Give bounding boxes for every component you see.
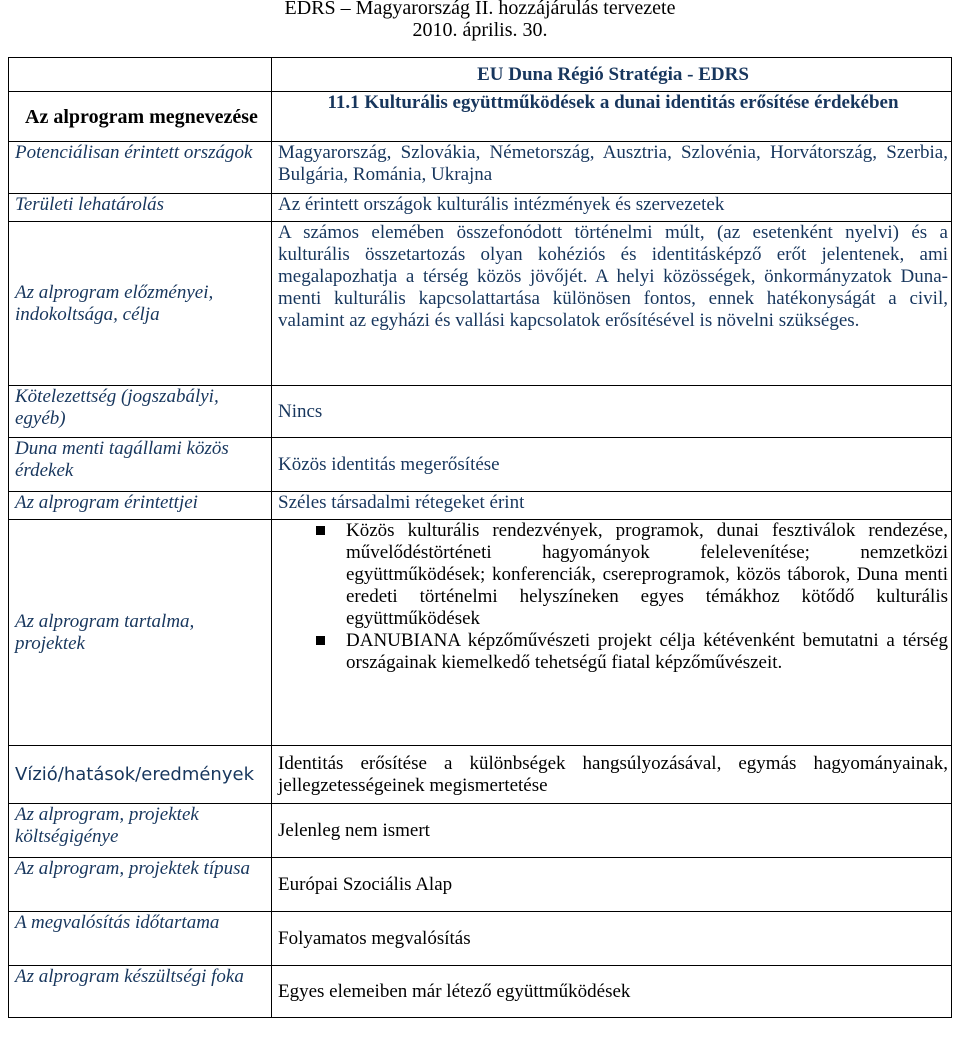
- background-label: Az alprogram előzményei, indokoltsága, célja: [9, 222, 272, 386]
- interests-value: Közös identitás megerősítése: [272, 438, 952, 492]
- cost-label: Az alprogram, projektek költségigénye: [9, 804, 272, 858]
- content-label: Az alprogram tartalma, projektek: [9, 520, 272, 746]
- obligation-value: Nincs: [272, 386, 952, 438]
- affected-value: Széles társadalmi rétegeket érint: [272, 492, 952, 520]
- interests-label: Duna menti tagállami közös érdekek: [9, 438, 272, 492]
- background-value: A számos elemében összefonódott történelmi múlt, (az esetenként nyelvi) és a kulturális összetartozás olyan kohéziós és identitásképző erőt jelentenek, ami megalapozhatja a térség közös jövőjét. A helyi közösségek, önkormányzatok Duna-menti kulturális kapcsolattartása különösen fontos, ennek hatékonyságát a civil, valamint az egyházi és vallási kapcsolatok erősítésével is növelni szükséges.: [272, 222, 952, 386]
- type-label: Az alprogram, projektek típusa: [9, 858, 272, 912]
- subprogram-table: [8, 57, 952, 1018]
- document-header-date: 2010. április. 30.: [412, 19, 548, 41]
- type-value: Európai Szociális Alap: [272, 858, 952, 912]
- content-list: [278, 520, 948, 674]
- empty-corner-cell: [9, 58, 272, 92]
- subprogram-name-value: 11.1 Kulturális együttműködések a dunai identitás erősítése érdekében: [272, 92, 952, 142]
- vision-label: Vízió/hatások/eredmények: [9, 746, 272, 804]
- readiness-value: Egyes elemeiben már létező együttműködések: [272, 966, 952, 1018]
- countries-value: Magyarország, Szlovákia, Németország, Ausztria, Szlovénia, Horvátország, Szerbia, Bulgária, Románia, Ukrajna: [272, 142, 952, 194]
- content-list-item: DANUBIANA képzőművészeti projekt célja kétévenként bemutatni a térség országainak kiemelkedő tehetségű fiatal képzőművészeit.: [346, 630, 948, 673]
- obligation-label: Kötelezettség (jogszabályi, egyéb): [9, 386, 272, 438]
- readiness-label: Az alprogram készültségi foka: [9, 966, 272, 1018]
- countries-label: Potenciálisan érintett országok: [9, 142, 272, 194]
- territory-value: Az érintett országok kulturális intézmények és szervezetek: [272, 194, 952, 222]
- vision-value: Identitás erősítése a különbségek hangsúlyozásával, egymás hagyományainak, jellegzetességeinek megismertetése: [272, 746, 952, 804]
- territory-label: Területi lehatárolás: [9, 194, 272, 222]
- content-list-item: Közös kulturális rendezvények, programok, dunai fesztiválok rendezése, művelődéstörténeti hagyományok felelevenítése; nemzetközi együttműködések; konferenciák, csereprogramok, közös táborok, Duna menti eredeti történelmi helyszíneken egyes témákhoz kötődő kulturális együttműködések: [346, 520, 948, 629]
- subprogram-name-label: Az alprogram megnevezése: [9, 92, 272, 142]
- duration-value: Folyamatos megvalósítás: [272, 912, 952, 966]
- document-header-title: EDRS – Magyarország II. hozzájárulás tervezete: [284, 0, 676, 19]
- affected-label: Az alprogram érintettjei: [9, 492, 272, 520]
- duration-label: A megvalósítás időtartama: [9, 912, 272, 966]
- content-value: [272, 520, 952, 746]
- strategy-title: EU Duna Régió Stratégia - EDRS: [272, 58, 952, 92]
- cost-value: Jelenleg nem ismert: [272, 804, 952, 858]
